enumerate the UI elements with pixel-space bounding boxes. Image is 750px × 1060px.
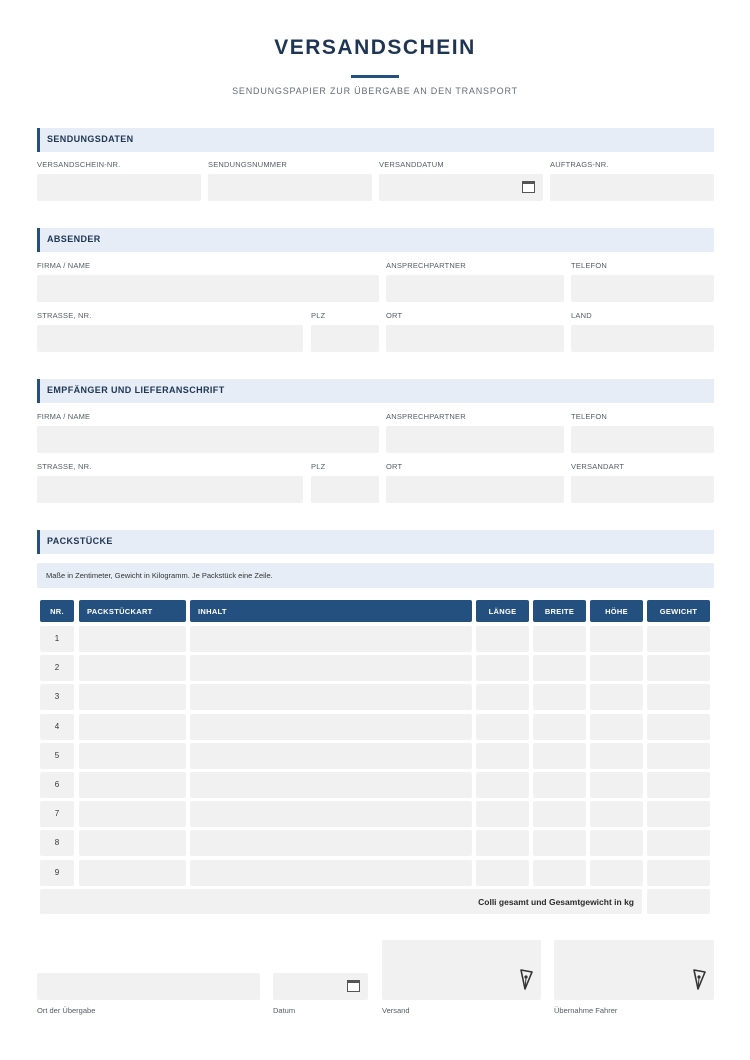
breite-cell[interactable] [533, 684, 586, 710]
row-number: 3 [40, 684, 74, 710]
calendar-icon[interactable] [347, 980, 360, 992]
inhalt-cell[interactable] [190, 860, 472, 886]
laenge-cell[interactable] [476, 743, 529, 769]
form-subtitle: SENDUNGSPAPIER ZUR ÜBERGABE AN DEN TRANSPORT [232, 86, 518, 96]
absender-strasse-field[interactable] [37, 325, 303, 352]
label-ort-der-uebergabe: Ort der Übergabe [37, 1006, 96, 1015]
empfaenger-firma-field[interactable] [37, 426, 379, 453]
hoehe-cell[interactable] [590, 626, 643, 652]
label-absender-land: LAND [571, 311, 592, 320]
hoehe-cell[interactable] [590, 684, 643, 710]
breite-cell[interactable] [533, 655, 586, 681]
label-sendungsnummer: SENDUNGSNUMMER [208, 160, 288, 169]
row-number: 6 [40, 772, 74, 798]
label-empfaenger-versandart: VERSANDART [571, 462, 625, 471]
col-header-laenge: LÄNGE [476, 600, 529, 622]
label-empfaenger-strasse: STRASSE, NR. [37, 462, 92, 471]
inhalt-cell[interactable] [190, 655, 472, 681]
absender-land-field[interactable] [571, 325, 714, 352]
section-empfaenger [37, 379, 714, 403]
breite-cell[interactable] [533, 714, 586, 740]
laenge-cell[interactable] [476, 801, 529, 827]
absender-plz-field[interactable] [311, 325, 379, 352]
absender-ansprechpartner-field[interactable] [386, 275, 564, 302]
sendungsnummer-field[interactable] [208, 174, 372, 201]
packstueckart-cell[interactable] [79, 801, 186, 827]
ort-der-uebergabe-field[interactable] [37, 973, 260, 1000]
breite-cell[interactable] [533, 772, 586, 798]
label-uebernahme-fahrer: Übernahme Fahrer [554, 1006, 618, 1015]
packstueckart-cell[interactable] [79, 684, 186, 710]
title-underline [351, 75, 399, 78]
section-title: PACKSTÜCKE [47, 536, 113, 546]
gewicht-cell[interactable] [647, 655, 710, 681]
breite-cell[interactable] [533, 830, 586, 856]
gewicht-cell[interactable] [647, 743, 710, 769]
label-empfaenger-ansprechpartner: ANSPRECHPARTNER [386, 412, 466, 421]
gewicht-cell[interactable] [647, 714, 710, 740]
label-empfaenger-firma: FIRMA / NAME [37, 412, 91, 421]
packstueckart-cell[interactable] [79, 743, 186, 769]
fahrer-signature-field[interactable] [554, 940, 714, 1000]
row-number: 7 [40, 801, 74, 827]
breite-cell[interactable] [533, 743, 586, 769]
calendar-icon[interactable] [522, 181, 535, 193]
label-empfaenger-plz: PLZ [311, 462, 326, 471]
col-header-gewicht: GEWICHT [647, 600, 710, 622]
inhalt-cell[interactable] [190, 714, 472, 740]
col-header-inhalt: INHALT [190, 600, 472, 622]
total-field[interactable] [647, 889, 710, 914]
gewicht-cell[interactable] [647, 860, 710, 886]
inhalt-cell[interactable] [190, 626, 472, 652]
laenge-cell[interactable] [476, 714, 529, 740]
packstueckart-cell[interactable] [79, 626, 186, 652]
absender-telefon-field[interactable] [571, 275, 714, 302]
laenge-cell[interactable] [476, 860, 529, 886]
row-number: 2 [40, 655, 74, 681]
label-versanddatum: VERSANDDATUM [379, 160, 444, 169]
breite-cell[interactable] [533, 626, 586, 652]
section-title: SENDUNGSDATEN [47, 134, 134, 144]
hoehe-cell[interactable] [590, 772, 643, 798]
packstueckart-cell[interactable] [79, 772, 186, 798]
col-header-breite: BREITE [533, 600, 586, 622]
section-packstuecke [37, 530, 714, 554]
empfaenger-versandart-field[interactable] [571, 476, 714, 503]
label-absender-telefon: TELEFON [571, 261, 607, 270]
label-absender-ansprechpartner: ANSPRECHPARTNER [386, 261, 466, 270]
inhalt-cell[interactable] [190, 743, 472, 769]
auftrags-nr-field[interactable] [550, 174, 714, 201]
label-absender-strasse: STRASSE, NR. [37, 311, 92, 320]
col-header-packstueckart: PACKSTÜCKART [79, 600, 186, 622]
hoehe-cell[interactable] [590, 714, 643, 740]
label-absender-firma: FIRMA / NAME [37, 261, 91, 270]
note-text: Maße in Zentimeter, Gewicht in Kilogramm. Je Packstück eine Zeile. [46, 571, 273, 580]
row-number: 5 [40, 743, 74, 769]
empfaenger-ort-field[interactable] [386, 476, 564, 503]
pen-nib-icon [519, 969, 533, 991]
empfaenger-telefon-field[interactable] [571, 426, 714, 453]
gewicht-cell[interactable] [647, 626, 710, 652]
packstueckart-cell[interactable] [79, 830, 186, 856]
versandschein-nr-field[interactable] [37, 174, 201, 201]
laenge-cell[interactable] [476, 772, 529, 798]
row-number: 4 [40, 714, 74, 740]
hoehe-cell[interactable] [590, 801, 643, 827]
packstuecke-note [37, 563, 714, 588]
section-title: EMPFÄNGER UND LIEFERANSCHRIFT [47, 385, 225, 395]
hoehe-cell[interactable] [590, 743, 643, 769]
total-row [40, 889, 642, 914]
inhalt-cell[interactable] [190, 801, 472, 827]
section-absender [37, 228, 714, 252]
inhalt-cell[interactable] [190, 772, 472, 798]
gewicht-cell[interactable] [647, 772, 710, 798]
empfaenger-ansprechpartner-field[interactable] [386, 426, 564, 453]
form-title: VERSANDSCHEIN [274, 36, 476, 59]
col-header-hoehe: HÖHE [590, 600, 643, 622]
section-title: ABSENDER [47, 234, 101, 244]
label-absender-ort: ORT [386, 311, 403, 320]
packstueckart-cell[interactable] [79, 655, 186, 681]
hoehe-cell[interactable] [590, 860, 643, 886]
empfaenger-plz-field[interactable] [311, 476, 379, 503]
absender-ort-field[interactable] [386, 325, 564, 352]
absender-firma-field[interactable] [37, 275, 379, 302]
gewicht-cell[interactable] [647, 684, 710, 710]
laenge-cell[interactable] [476, 655, 529, 681]
row-number: 9 [40, 860, 74, 886]
laenge-cell[interactable] [476, 684, 529, 710]
breite-cell[interactable] [533, 860, 586, 886]
label-datum: Datum [273, 1006, 296, 1015]
breite-cell[interactable] [533, 801, 586, 827]
label-empfaenger-ort: ORT [386, 462, 403, 471]
gewicht-cell[interactable] [647, 801, 710, 827]
inhalt-cell[interactable] [190, 830, 472, 856]
hoehe-cell[interactable] [590, 830, 643, 856]
section-sendungsdaten [37, 128, 714, 152]
total-label: Colli gesamt und Gesamtgewicht in kg [478, 897, 634, 907]
versanddatum-field[interactable] [379, 174, 543, 201]
pen-nib-icon [692, 969, 706, 991]
versand-signature-field[interactable] [382, 940, 541, 1000]
label-versand: Versand [382, 1006, 410, 1015]
label-empfaenger-telefon: TELEFON [571, 412, 607, 421]
packstueckart-cell[interactable] [79, 860, 186, 886]
datum-field[interactable] [273, 973, 368, 1000]
packstueckart-cell[interactable] [79, 714, 186, 740]
row-number: 1 [40, 626, 74, 652]
label-auftrags-nr: AUFTRAGS-NR. [550, 160, 609, 169]
laenge-cell[interactable] [476, 626, 529, 652]
empfaenger-strasse-field[interactable] [37, 476, 303, 503]
label-absender-plz: PLZ [311, 311, 326, 320]
col-header-nr: NR. [40, 600, 74, 622]
hoehe-cell[interactable] [590, 655, 643, 681]
row-number: 8 [40, 830, 74, 856]
inhalt-cell[interactable] [190, 684, 472, 710]
laenge-cell[interactable] [476, 830, 529, 856]
gewicht-cell[interactable] [647, 830, 710, 856]
label-versandschein-nr: VERSANDSCHEIN-NR. [37, 160, 121, 169]
